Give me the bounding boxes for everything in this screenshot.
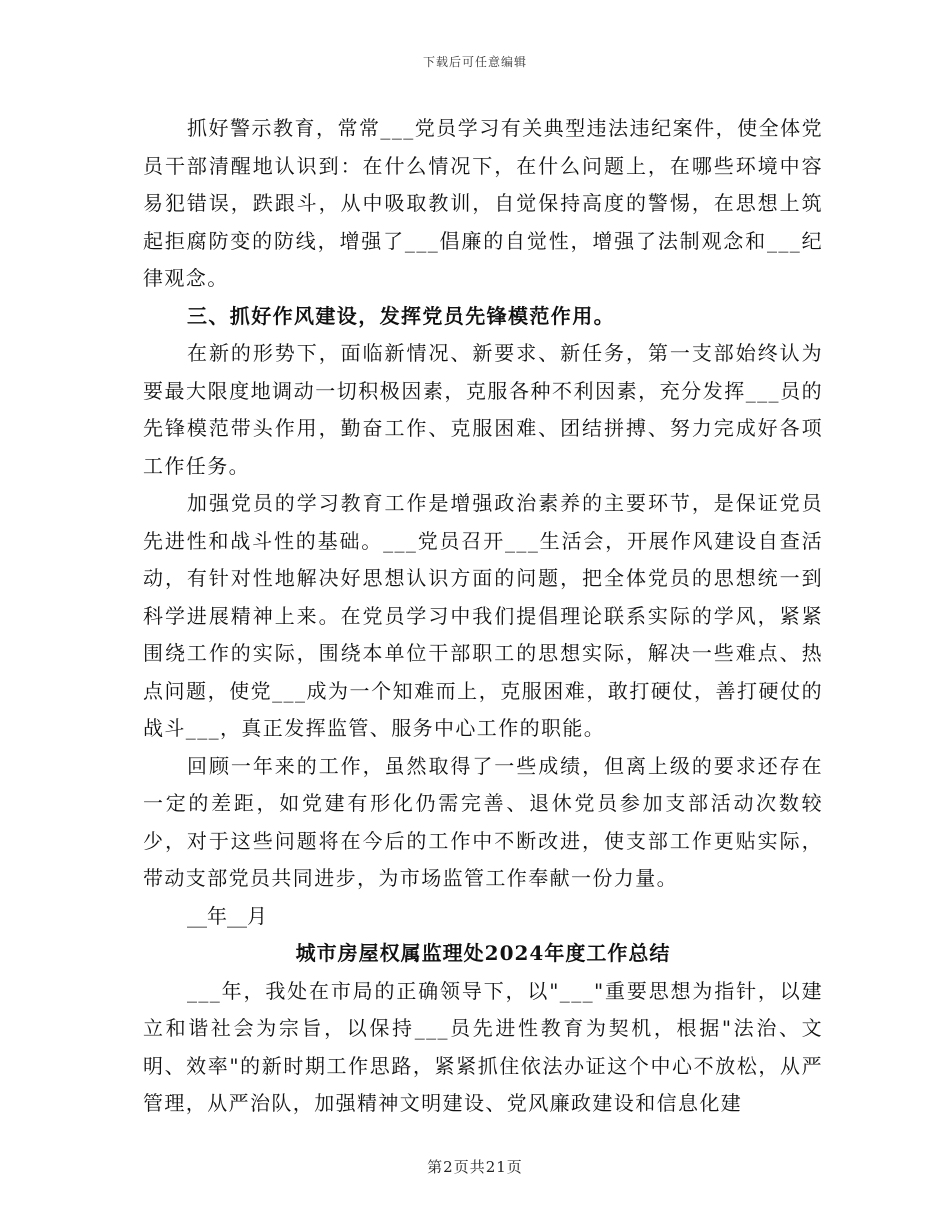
paragraph-warning-education: 抓好警示教育，常常___党员学习有关典型违法违纪案件，使全体党员干部清醒地认识到：在什么情况下，在什么问题上，在哪些环境中容易犯错误，跌跟斗，从中吸取教训，自觉保持高度的警惕，在思想上筑起拒腐防变的防线，增强了___倡廉的自觉性，增强了法制观念和___纪律观念。 <box>143 116 823 290</box>
date-line: __年__月 <box>187 903 267 928</box>
paragraph-new-situation: 在新的形势下，面临新情况、新要求、新任务，第一支部始终认为要最大限度地调动一切积极因素，克服各种不利因素，充分发挥___员的先锋模范带头作用，勤奋工作、克服困难、团结拼搏、努力完成好各项工作任务。 <box>143 341 823 478</box>
paragraph-review: 回顾一年来的工作，虽然取得了一些成绩，但离上级的要求还存在一定的差距，如党建有形化仍需完善、退休党员参加支部活动次数较少，对于这些问题将在今后的工作中不断改进，使支部工作更贴实际，带动支部党员共同进步，为市场监管工作奉献一份力量。 <box>143 753 823 890</box>
page-header-note: 下载后可任意编辑 <box>422 55 527 69</box>
section-heading-3: 三、抓好作风建设，发挥党员先锋模范作用。 <box>187 303 615 328</box>
page-number: 第2页共21页 <box>427 1158 523 1176</box>
paragraph-summary-intro: ___年，我处在市局的正确领导下，以"___"重要思想为指针，以建立和谐社会为宗旨，以保持___员先进性教育为契机，根据"法治、文明、效率"的新时期工作思路，紧紧抓住依法办证这个中心不放松，从严管理，从严治队，加强精神文明建设、党风廉政建设和信息化建 <box>143 978 823 1115</box>
document-title: 城市房屋权属监理处2024年度工作总结 <box>295 941 671 965</box>
paragraph-study-education: 加强党员的学习教育工作是增强政治素养的主要环节，是保证党员先进性和战斗性的基础。___党员召开___生活会，开展作风建设自查活动，有针对性地解决好思想认识方面的问题，把全体党员的思想统一到科学进展精神上来。在党员学习中我们提倡理论联系实际的学风，紧紧围绕工作的实际，围绕本单位干部职工的思想实际，解决一些难点、热点问题，使党___成为一个知难而上，克服困难，敢打硬仗，善打硬仗的战斗___，真正发挥监管、服务中心工作的职能。 <box>143 491 823 740</box>
document-body <box>143 110 823 1123</box>
